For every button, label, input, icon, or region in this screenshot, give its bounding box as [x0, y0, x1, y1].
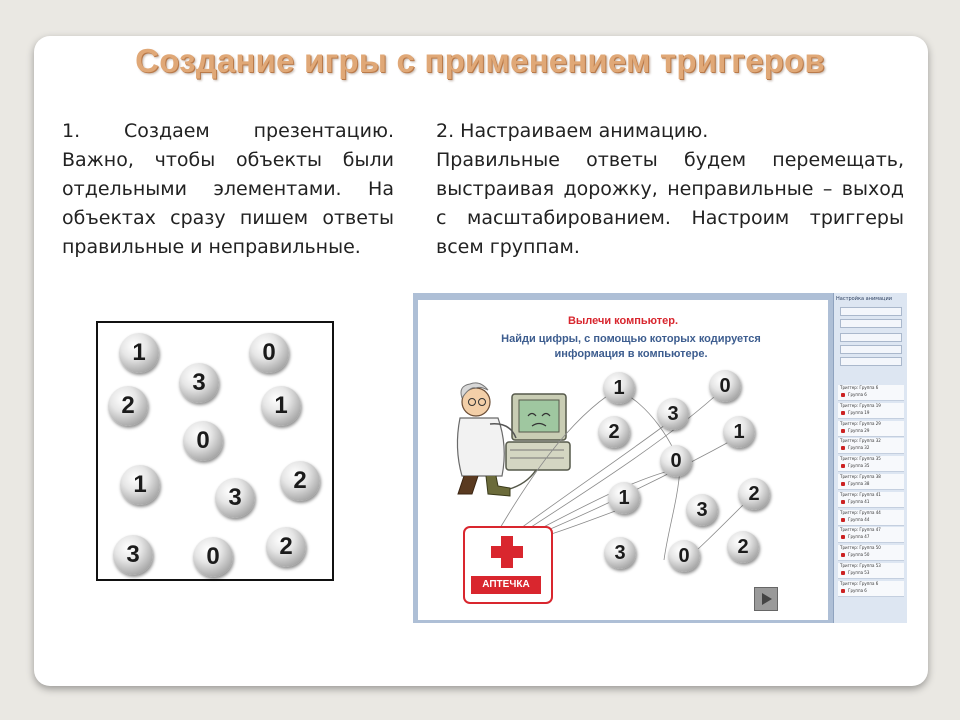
first-aid-kit-label: АПТЕЧКА: [471, 576, 541, 594]
animation-list-item[interactable]: [838, 492, 904, 508]
speed-select[interactable]: [840, 357, 902, 366]
step1-text: 1. Создаем презентацию. Важно, чтобы объекты были отдельными элементами. На объектах сразу пишем ответы правильные и неправильные.: [62, 120, 394, 258]
trigger-label: Триггер: Группа 6: [840, 385, 879, 390]
page-title: Создание игры с применением триггеров: [135, 42, 825, 79]
number-ball: 3: [657, 398, 689, 430]
effect-target-label: Группа 35: [848, 463, 870, 469]
trigger-label: Триггер: Группа 53: [840, 563, 881, 568]
red-cross-icon: [491, 536, 523, 568]
number-ball: 3: [113, 535, 153, 575]
effect-icon: [841, 553, 845, 557]
number-ball: 0: [183, 421, 223, 461]
add-effect-button[interactable]: [840, 307, 902, 316]
effect-target-label: Группа 53: [848, 570, 870, 575]
trigger-label: Триггер: Группа 19: [840, 402, 881, 408]
animation-list-item[interactable]: [838, 385, 904, 401]
remove-button[interactable]: [840, 319, 902, 328]
animation-list-item[interactable]: [838, 474, 904, 490]
effect-target-label: Группа 41: [848, 498, 870, 504]
step2-heading: 2. Настраиваем анимацию.: [436, 120, 709, 142]
animation-list-item[interactable]: [838, 421, 904, 437]
effect-icon: [841, 500, 845, 504]
number-ball: 0: [660, 445, 692, 477]
number-ball: 1: [603, 372, 635, 404]
number-balls-panel: [96, 321, 334, 581]
effect-target-label: Группа 38: [848, 481, 870, 486]
number-ball: 1: [119, 333, 159, 373]
animation-list-item[interactable]: [838, 545, 904, 561]
effect-target-label: Группа 6: [848, 392, 867, 397]
effect-target-label: Группа 29: [848, 427, 870, 433]
effect-target-label: Группа 50: [848, 552, 870, 558]
number-ball: 0: [668, 540, 700, 572]
number-ball: 2: [598, 416, 630, 448]
play-icon[interactable]: [754, 587, 778, 611]
number-ball: 0: [193, 537, 233, 577]
trigger-label: Триггер: Группа 44: [840, 509, 881, 515]
trigger-label: Триггер: Группа 32: [840, 438, 881, 444]
animation-list-item[interactable]: [838, 510, 904, 526]
effect-target-label: Группа 47: [848, 534, 870, 540]
effect-icon: [841, 393, 845, 397]
animation-list-item[interactable]: [838, 581, 904, 597]
trigger-label: Триггер: Группа 47: [840, 527, 881, 533]
game-slide: [418, 300, 828, 620]
slide-title: Вылечи компьютер.: [567, 315, 679, 327]
powerpoint-screenshot: [413, 293, 907, 623]
trigger-label: Триггер: Группа 38: [840, 474, 881, 479]
number-ball: 2: [738, 478, 770, 510]
animation-list-item[interactable]: [838, 403, 904, 419]
step2-text: [436, 117, 904, 262]
effect-icon: [841, 535, 845, 539]
effect-target-label: Группа 44: [848, 516, 870, 522]
trigger-label: Триггер: Группа 50: [840, 545, 881, 551]
effect-target-label: Группа 19: [848, 409, 870, 415]
slide-subtitle: Найди цифры, с помощью которых кодируется информация в компьютере.: [501, 333, 761, 360]
number-ball: 1: [261, 386, 301, 426]
number-ball: 2: [280, 461, 320, 501]
effect-target-label: Группа 6: [848, 587, 867, 593]
number-ball: 1: [608, 482, 640, 514]
animation-list-item[interactable]: [838, 563, 904, 579]
effect-icon: [841, 411, 845, 415]
number-ball: 2: [108, 386, 148, 426]
start-select[interactable]: [840, 333, 902, 342]
number-ball: 0: [249, 333, 289, 373]
step2-body: Правильные ответы будем перемещать, выстраивая дорожку, неправильные – выход с масштабированием. Настроим триггеры всем группам.: [436, 149, 904, 258]
effect-icon: [841, 518, 845, 522]
animation-list-item[interactable]: [838, 456, 904, 472]
first-aid-kit: [463, 526, 553, 604]
effect-icon: [841, 464, 845, 468]
direction-select[interactable]: [840, 345, 902, 354]
custom-animation-pane: [833, 293, 907, 623]
trigger-label: Триггер: Группа 6: [840, 580, 879, 586]
number-ball: 0: [709, 370, 741, 402]
number-ball: 1: [723, 416, 755, 448]
effect-icon: [841, 446, 845, 450]
number-ball: 1: [120, 465, 160, 505]
trigger-label: Триггер: Группа 35: [840, 456, 881, 462]
trigger-label: Триггер: Группа 41: [840, 491, 881, 497]
trigger-label: Триггер: Группа 29: [840, 420, 881, 426]
number-ball: 3: [686, 494, 718, 526]
animation-list-item[interactable]: [838, 438, 904, 454]
number-ball: 3: [215, 478, 255, 518]
effect-icon: [841, 482, 845, 486]
effect-icon: [841, 571, 845, 575]
number-ball: 2: [266, 527, 306, 567]
effect-target-label: Группа 32: [848, 445, 870, 451]
number-ball: 3: [604, 537, 636, 569]
effect-icon: [841, 589, 845, 593]
number-ball: 2: [727, 531, 759, 563]
effect-icon: [841, 429, 845, 433]
pane-title: Настройка анимации: [836, 296, 892, 302]
number-ball: 3: [179, 363, 219, 403]
animation-list-item[interactable]: [838, 527, 904, 543]
